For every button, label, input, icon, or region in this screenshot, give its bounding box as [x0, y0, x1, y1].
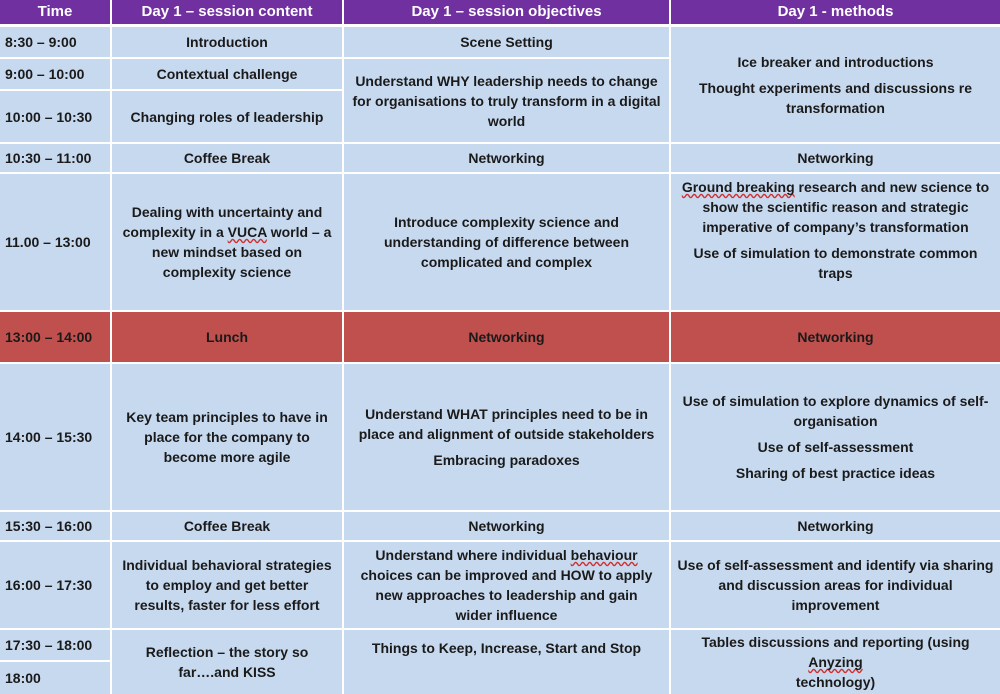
methods-line [682, 177, 989, 197]
objective-cell: Networking [344, 144, 669, 172]
header-time: Time [0, 0, 110, 24]
content-cell: Coffee Break [112, 144, 342, 172]
time-cell: 10:00 – 10:30 [0, 91, 110, 142]
methods-text: Tables discussions and reporting (using [701, 634, 970, 650]
content-cell: Contextual challenge [112, 59, 342, 89]
methods-line: traps [818, 265, 853, 281]
content-text: complexity in a [122, 224, 228, 240]
content-cell [112, 364, 342, 510]
time-cell: 17:30 – 18:00 [0, 630, 110, 660]
methods-line: organisation [793, 413, 878, 429]
objective-text: Understand where individual [375, 547, 571, 563]
methods-line: transformation [786, 99, 885, 116]
methods-cell: Networking [671, 144, 1000, 172]
objective-line: Introduce complexity science and [394, 214, 619, 230]
time-cell: 10:30 – 11:00 [0, 144, 110, 172]
methods-line [675, 632, 996, 672]
content-line: complexity science [162, 264, 292, 280]
content-cell: Coffee Break [112, 512, 342, 540]
methods-cell: Networking [671, 312, 1000, 362]
methods-cell [671, 174, 1000, 310]
methods-line: Use of self-assessment [757, 439, 914, 455]
content-line: new mindset based on [151, 244, 303, 260]
methods-line: Sharing of best practice ideas [735, 465, 936, 481]
methods-line: improvement [791, 597, 880, 613]
content-line: Dealing with uncertainty and [131, 204, 323, 220]
methods-line: Use of simulation to explore dynamics of self- [682, 393, 989, 409]
methods-line: imperative of company’s transformation [702, 219, 969, 235]
objective-line: new approaches to leadership and gain [375, 587, 638, 603]
objective-cell [344, 174, 669, 310]
content-line: Individual behavioral strategies [122, 557, 332, 573]
objective-line: for organisations to truly transform in a digital [352, 92, 661, 109]
methods-line: Use of self-assessment and identify via sharing [677, 557, 994, 573]
objective-line: complicated and complex [420, 254, 593, 270]
header-methods: Day 1 - methods [671, 0, 1000, 24]
content-cell [112, 174, 342, 310]
time-cell: 13:00 – 14:00 [0, 312, 110, 362]
objective-cell [344, 630, 669, 694]
objective-line: Things to Keep, Increase, Start and Stop [371, 640, 642, 656]
content-line: to employ and get better [145, 577, 309, 593]
content-line: become more agile [163, 449, 291, 465]
content-line [123, 222, 332, 242]
header-session-objectives: Day 1 – session objectives [344, 0, 669, 24]
objective-cell [344, 364, 669, 510]
content-cell: Lunch [112, 312, 342, 362]
content-line: far….and KISS [178, 664, 276, 680]
methods-cell [671, 364, 1000, 510]
objective-line: choices can be improved and HOW to apply [360, 567, 653, 583]
methods-line: Thought experiments and discussions re [698, 79, 973, 96]
objective-line: Understand WHY leadership needs to change [355, 72, 658, 89]
objective-line: understanding of difference between [383, 234, 630, 250]
objective-cell [344, 59, 669, 142]
methods-line: and discussion areas for individual [718, 577, 953, 593]
methods-line: Ice breaker and introductions [737, 53, 934, 70]
methods-text: research and new science to [794, 179, 990, 195]
time-cell: 8:30 – 9:00 [0, 27, 110, 57]
objective-line: Embracing paradoxes [433, 452, 580, 468]
content-line: Key team principles to have in [126, 409, 328, 425]
objective-line: place and alignment of outside stakeholders [358, 426, 655, 442]
objective-cell: Networking [344, 312, 669, 362]
content-line: results, faster for less effort [134, 597, 320, 613]
methods-cell: Networking [671, 512, 1000, 540]
methods-text: Anyzing [808, 654, 863, 670]
content-cell: Changing roles of leadership [112, 91, 342, 142]
methods-line: Use of simulation to demonstrate common [693, 245, 978, 261]
time-cell: 18:00 [0, 662, 110, 694]
objective-cell: Scene Setting [344, 27, 669, 57]
content-line: place for the company to [144, 429, 310, 445]
content-cell [112, 542, 342, 628]
time-cell: 11.00 – 13:00 [0, 174, 110, 310]
methods-cell [671, 630, 1000, 694]
objective-line: world [487, 112, 526, 129]
time-cell: 15:30 – 16:00 [0, 512, 110, 540]
objective-cell: Networking [344, 512, 669, 540]
content-line: Reflection – the story so [145, 644, 309, 660]
objective-line: Understand WHAT principles need to be in [365, 406, 648, 422]
methods-text: Ground breaking [681, 179, 795, 195]
content-cell [112, 630, 342, 694]
header-session-content: Day 1 – session content [112, 0, 342, 24]
objective-cell [344, 542, 669, 628]
content-text: VUCA [227, 224, 267, 240]
methods-cell [671, 27, 1000, 142]
time-cell: 14:00 – 15:30 [0, 364, 110, 510]
time-cell: 16:00 – 17:30 [0, 542, 110, 628]
time-cell: 9:00 – 10:00 [0, 59, 110, 89]
content-text: world – a [266, 224, 332, 240]
objective-text: behaviour [570, 547, 638, 563]
methods-line: show the scientific reason and strategic [702, 199, 969, 215]
content-cell: Introduction [112, 27, 342, 57]
objective-line [375, 545, 637, 565]
methods-cell [671, 542, 1000, 628]
objective-line: wider influence [455, 607, 558, 623]
methods-line: technology) [795, 674, 876, 690]
